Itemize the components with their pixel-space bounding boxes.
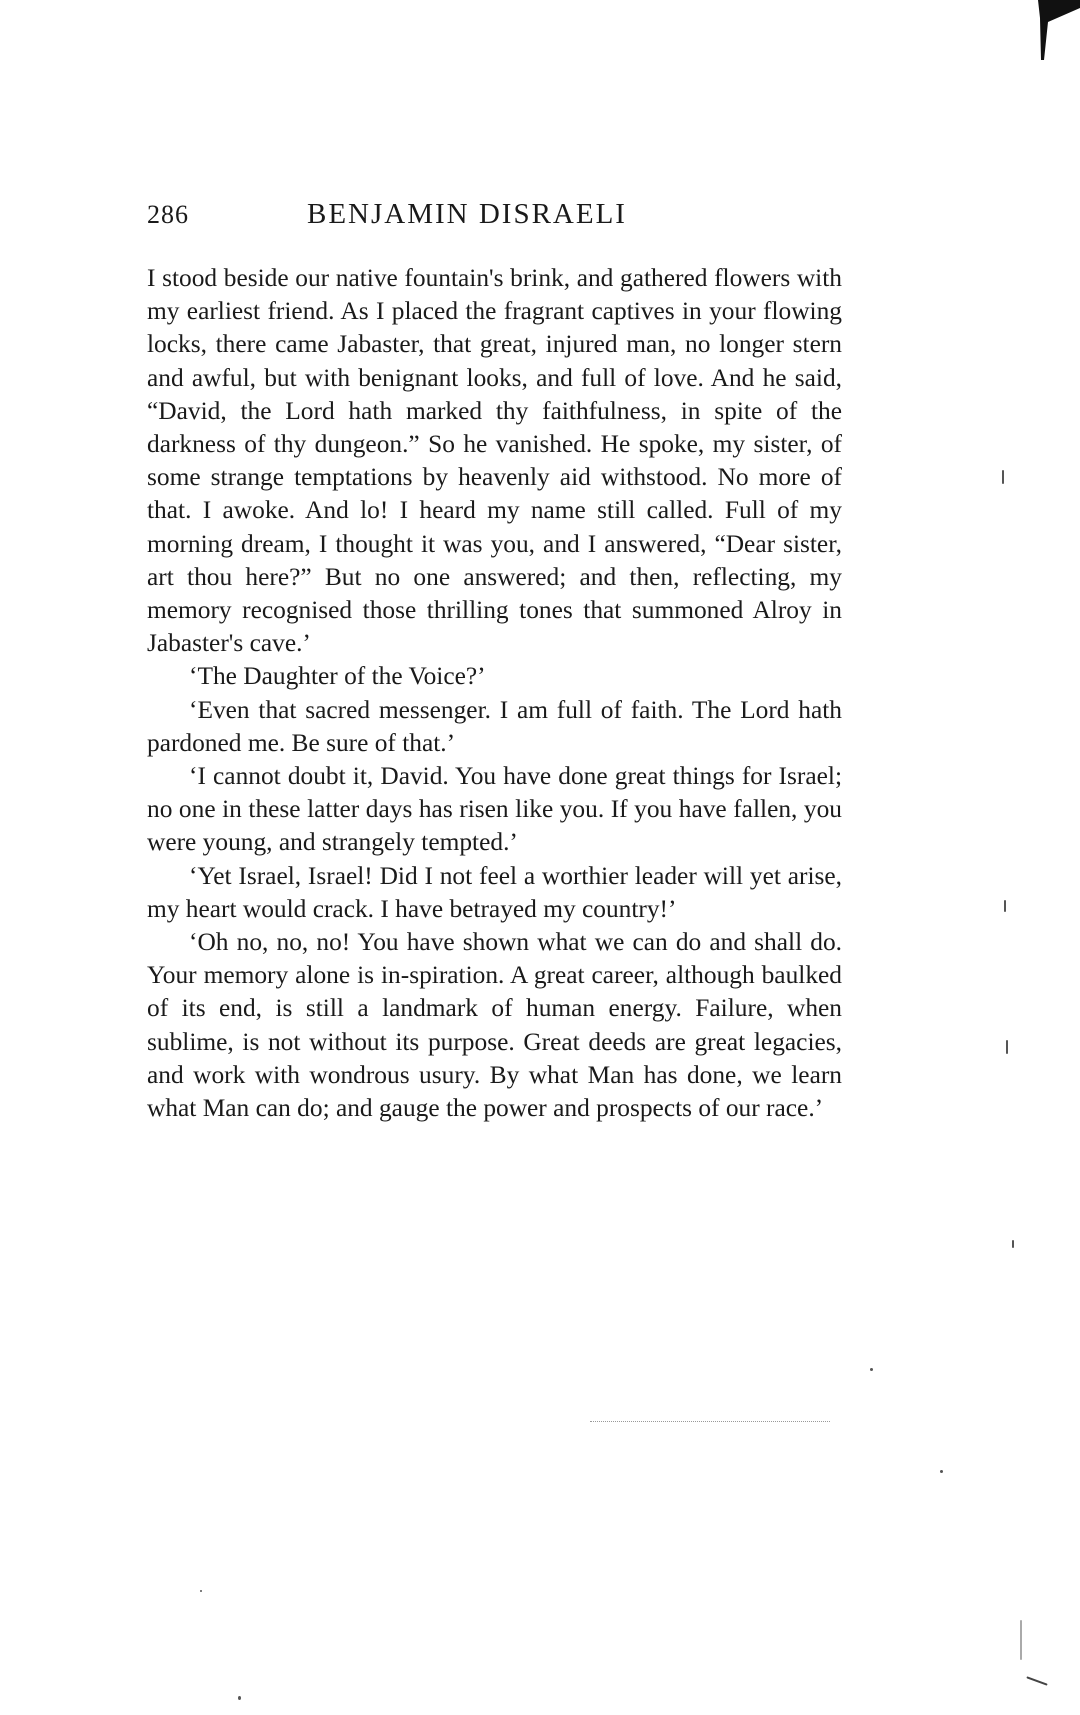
body-text <box>147 262 842 1125</box>
paragraph: I stood beside our native fountain's brink, and gathered flowers with my earliest friend. As I placed the fragrant captives in your flowing locks, there came Jabaster, that great, injured man, no longer stern and awful, but with benignant looks, and full of love. And he said, “David, the Lord hath marked thy faithfulness, in spite of the darkness of thy dungeon.” So he vanished. He spoke, my sister, of some strange temptations by heavenly aid withstood. No more of that. I awoke. And lo! I heard my name still called. Full of my morning dream, I thought it was you, and I answered, “Dear sister, art thou here?” But no one answered; and then, reflecting, my memory recognised those thrilling tones that summoned Alroy in Jabaster's cave.’ <box>147 264 842 658</box>
scan-speck <box>940 1470 943 1473</box>
scan-speck <box>1012 1240 1014 1248</box>
scan-speck <box>238 1696 241 1700</box>
running-head <box>147 200 842 240</box>
scan-speck <box>1004 900 1006 912</box>
running-title: BENJAMIN DISRAELI <box>307 198 627 230</box>
scan-dotted-line <box>590 1421 830 1423</box>
paragraph: ‘Even that sacred messenger. I am full of faith. The Lord hath pardoned me. Be sure of that.’ <box>147 695 842 757</box>
paragraph: ‘Oh no, no, no! You have shown what we can do and shall do. Your memory alone is in-spiration. A great career, although baulked of its end, is still a landmark of human energy. Failure, when sublime, is not without its purpose. Great deeds are great legacies, and work with wondrous usury. By what Man has done, we learn what Man can do; and gauge the power and prospects of our race.’ <box>147 928 842 1123</box>
scan-speck <box>1006 1040 1008 1054</box>
corner-scan-mark <box>1020 0 1080 60</box>
scan-speck <box>1026 1676 1047 1685</box>
scan-speck <box>870 1368 873 1371</box>
paragraph: ‘I cannot doubt it, David. You have done great things for Israel; no one in these latter days has risen like you. If you have fallen, you were young, and strangely tempted.’ <box>147 762 842 857</box>
paragraph: ‘The Daughter of the Voice?’ <box>189 662 486 691</box>
scan-speck <box>1020 1620 1022 1660</box>
paragraph: ‘Yet Israel, Israel! Did I not feel a worthier leader will yet arise, my heart would crack. I have betrayed my country!’ <box>147 861 842 923</box>
scan-speck <box>1002 470 1004 484</box>
page-number: 286 <box>147 200 189 229</box>
scan-speck <box>200 1590 202 1592</box>
